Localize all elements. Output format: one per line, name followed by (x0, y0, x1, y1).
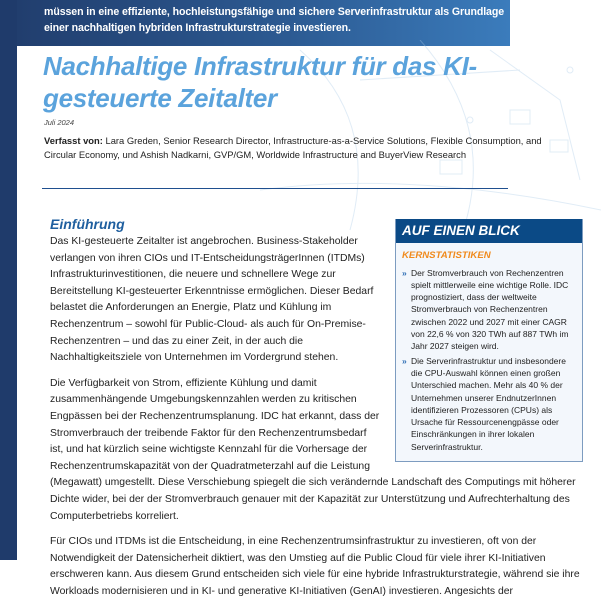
report-title: Nachhaltige Infrastruktur für das KI-gesteuerte Zeitalter (43, 51, 477, 113)
aside-title: AUF EINEN BLICK (396, 219, 582, 243)
section-heading: Einführung (50, 216, 125, 232)
authors-text: Lara Greden, Senior Research Director, Infrastructure-as-a-Service Solutions, Flexible Consumption, and Circular Economy, und Ashish Nadkarni, GVP/GM, Worldwide Infrastructure and BuyerView Research (44, 135, 542, 160)
at-a-glance-box (395, 219, 583, 462)
authors (44, 134, 564, 162)
paragraph: Für CIOs und ITDMs ist die Entscheidung, in eine Rechenzentrumsinfrastruktur zu investieren, oft von der Notwendigkeit der Datensicherheit diktiert, was den Umstieg auf die Public Cloud für viele ihrer KI-Initiativen erschweren kann. Aus diesem Grund entscheiden sich viele für eine hybride Infrastrukturstrategie, während sie ihre Workloads modernisieren und in KI- und generative KI-Initiativen (GenAI) investieren. Angesichts der (50, 536, 580, 597)
chevron-bullet-icon: » (402, 267, 407, 278)
paragraph: Die Verfügbarkeit von Strom, effiziente Kühlung und damit zusammenhängende Umgebungskennzahlen werden zu kritischen Engpässen bei der Rechenzentrumsplanung. IDC hat erkannt, dass der Stromverbrauch der treibende Faktor für den Rechenzentrumsbedarf ist, und hat kürzlich seine wichtigste Kennzahl für die Vorhersage der Rechenzentrumskapazität von der Quadratmeterzahl auf die Leistung (Megawatt) umgestellt. Diese Verschiebung spiegelt die sich verändernde Landschaft des Computings mit höherer Dichte wider, bei der der Stromverbrauch genauer mit der Kapazität zur Unterstützung und Aufrechterhaltung des Computerbetriebs korreliert. (50, 377, 576, 522)
authors-label: Verfasst von: (44, 135, 103, 146)
list-item (402, 267, 578, 353)
main-content (50, 215, 590, 609)
publication-date: Juli 2024 (44, 118, 75, 127)
key-stats-list (396, 267, 582, 461)
list-item-text: Die Serverinfrastruktur und insbesondere die CPU-Auswahl können einen großen Unterschied machen. Mehr als 40 % der Unternehmen unserer EndnutzerInnen identifizieren Prozessoren (CPUs) als Ursache für Ressourcenengpässe oder Einschränkungen in ihrer lokalen Serverinfrastruktur. (411, 355, 566, 452)
left-color-strip (0, 0, 17, 560)
aside-subtitle: KERNSTATISTIKEN (402, 250, 491, 261)
list-item (402, 355, 578, 453)
paragraph: Das KI-gesteuerte Zeitalter ist angebrochen. Business-Stakeholder verlangen von ihren CIOs und IT-EntscheidungsträgerInnen (ITDMs) Infrastrukturinvestitionen, die neuere und schnellere Wege zur Bereitstellung KI-gesteuerter Erkenntnisse ermöglichen. Dieser Bedarf belastet die Anforderungen an Energie, Platz und Kühlung im Rechenzentrum – sowohl für Public-Cloud- als auch für On-Premise-Rechenzentren – und das zu einer Zeit, in der auch die Nachhaltigkeitsziele von Unternehmen im Vordergrund stehen. (50, 236, 374, 364)
header-divider (42, 188, 508, 189)
chevron-bullet-icon: » (402, 355, 407, 366)
banner-text: müssen in eine effiziente, hochleistungsfähige und sichere Serverinfrastruktur als Grundlage einer nachhaltigen hybriden Infrastrukturstrategie investieren. (44, 6, 504, 34)
list-item-text: Der Stromverbrauch von Rechenzentren spielt mittlerweile eine wichtige Rolle. IDC prognostiziert, dass der weltweite Stromverbrauch von Rechenzentren zwischen 2022 und 2027 mit einer CAGR von 22,6 % von 320 TWh auf 887 TWh im Jahr 2027 steigen wird. (411, 267, 569, 352)
